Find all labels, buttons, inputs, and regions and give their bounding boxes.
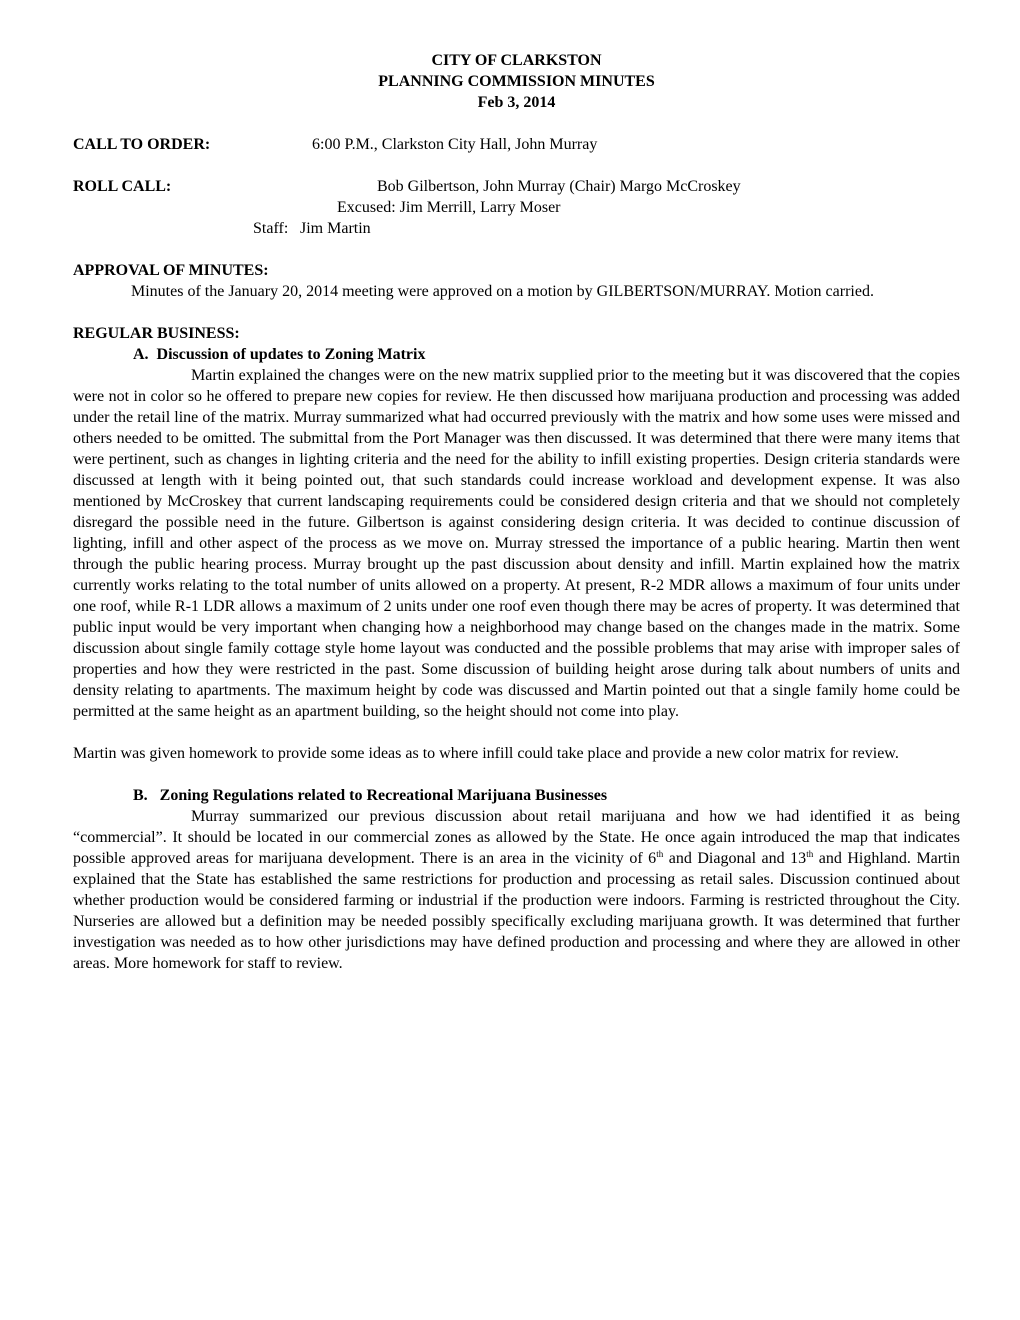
document-title: PLANNING COMMISSION MINUTES: [378, 73, 655, 90]
item-a-title: A. Discussion of updates to Zoning Matrix: [133, 346, 426, 363]
item-b-text-1: Murray summarized our previous discussion about retail marijuana and how we had identified it as being “commercial”. It should be located in our commercial zones as allowed by the State. He once again introduced the map that indicates possible approved areas for marijuana development. There is an area in the vicinity of 6: [73, 808, 960, 867]
city-title: CITY OF CLARKSTON: [431, 52, 602, 69]
roll-call-present: Bob Gilbertson, John Murray (Chair) Margo McCroskey: [377, 178, 741, 195]
roll-call-excused: Excused: Jim Merrill, Larry Moser: [337, 199, 561, 216]
call-to-order-label: CALL TO ORDER:: [73, 136, 211, 153]
document-header: [73, 50, 960, 113]
call-to-order-row: [73, 134, 960, 155]
item-b-text-2: and Diagonal and 13: [663, 850, 807, 867]
approval-heading: APPROVAL OF MINUTES:: [73, 262, 269, 279]
meeting-date: Feb 3, 2014: [477, 94, 556, 111]
roll-call-excused-row: [73, 197, 960, 218]
item-b-title: B. Zoning Regulations related to Recreational Marijuana Businesses: [133, 787, 608, 804]
item-a-paragraph: Martin explained the changes were on the new matrix supplied prior to the meeting but it was discovered that the copies were not in color so he offered to prepare new copies for review. He then discussed how marijuana production and processing was added under the retail line of the matrix. Murray summarized what had occurred previously with the matrix and how some uses were missed and others needed to be omitted. The submittal from the Port Manager was then discussed. It was determined that there were many items that were pertinent, such as changes in lighting criteria and the need for the ability to infill existing properties. Design criteria standards were discussed at length with it being pointed out, that such standards could increase workload and development expense. It was also mentioned by McCroskey that current landscaping requirements could be considered design criteria and that we should not completely disregard the possible need in the future. Gilbertson is against considering design criteria. It was decided to continue discussion of lighting, infill and other aspect of the process as we move on. Murray stressed the importance of a public hearing. Martin then went through the public hearing process. Murray brought up the past discussion about density and infill. Martin explained how the matrix currently works relating to the total number of units allowed on a property. At present, R-2 MDR allows a maximum of four units under one roof, while R-1 LDR allows a maximum of 2 units under one roof even though there may be acres of property. It was determined that public input would be very important when changing how a neighborhood may change based on the changes made in the matrix. Some discussion about single family cottage style home layout was conducted and the possible problems that may arise with improper sales of properties and how they were restricted in the past. Some discussion of building height arose during talk about numbers of units and density relating to apartments. The maximum height by code was discussed and Martin pointed out that a single family home could be permitted at the same height as an apartment building, so the height should not come into play.: [73, 367, 960, 720]
item-b-superscript-2: th: [806, 849, 814, 859]
item-b-text-3: and Highland. Martin explained that the State has established the same restrictions for production and processing as retail sales. Discussion continued about whether production would be considered farming or industrial if the production were indoors. Farming is restricted throughout the City. Nurseries are allowed but a definition may be needed possibly specifically excluding marijuana growth. It was determined that further investigation was needed as to how other jurisdictions may have defined production and processing and where they are allowed in other areas. More homework for staff to review.: [73, 850, 960, 972]
roll-call-row: [73, 176, 960, 197]
staff-name: Jim Martin: [300, 220, 371, 237]
item-b-superscript-1: th: [656, 849, 664, 859]
item-a-homework: Martin was given homework to provide some ideas as to where infill could take place and provide a new color matrix for review.: [73, 745, 899, 762]
approval-text: Minutes of the January 20, 2014 meeting were approved on a motion by GILBERTSON/MURRAY. Motion carried.: [131, 283, 874, 300]
roll-call-label: ROLL CALL:: [73, 178, 172, 195]
regular-business-heading: REGULAR BUSINESS:: [73, 325, 240, 342]
minutes-page: [73, 50, 960, 974]
staff-label: Staff:: [253, 220, 289, 237]
item-b-paragraph: [73, 806, 960, 974]
roll-call-staff-row: [73, 218, 960, 239]
call-to-order-value: 6:00 P.M., Clarkston City Hall, John Murray: [312, 136, 598, 153]
